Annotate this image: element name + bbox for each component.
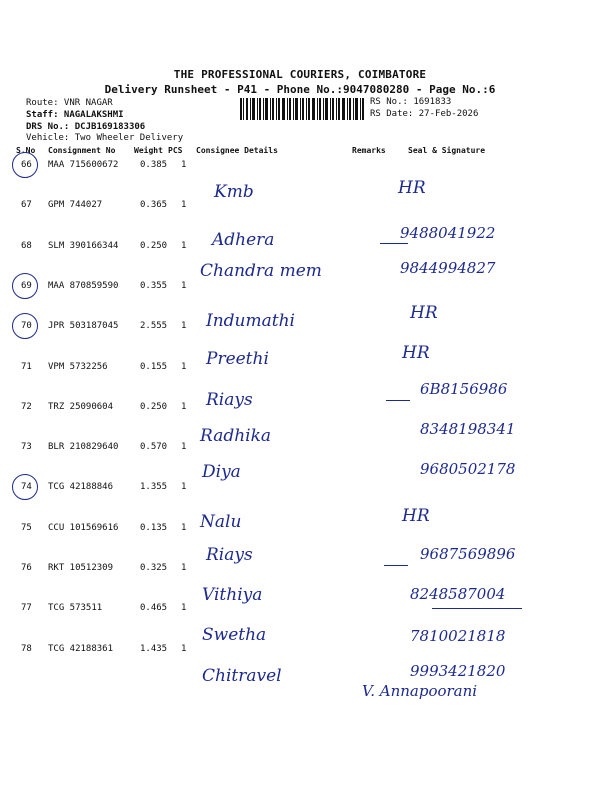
row-weight: 0.155 — [140, 361, 168, 372]
row-signature-handwritten: 8248587004 — [410, 585, 506, 603]
row-sno: 74 — [21, 482, 32, 493]
row-pcs: 1 — [181, 160, 187, 170]
row-consignment-no: MAA 715600672 — [48, 160, 119, 170]
row-consignment-no: TCG 42188846 — [48, 482, 114, 493]
row-sno: 77 — [21, 603, 32, 614]
row-signature-handwritten: HR — [402, 506, 430, 527]
col-sno: S.No — [16, 146, 36, 155]
row-consignee-handwritten: Riays — [206, 544, 253, 565]
col-seal-signature: Seal & Signature — [408, 146, 486, 155]
row-signature-handwritten: 6B8156986 — [420, 379, 508, 398]
row-signature-handwritten: 9488041922 — [400, 224, 496, 243]
row-consignee-handwritten: Riays — [206, 389, 253, 410]
row-consignee-handwritten: Chandra mem — [200, 260, 322, 281]
sno-circle-mark — [12, 313, 38, 339]
row-sno: 76 — [21, 563, 32, 573]
sno-circle-mark — [12, 474, 38, 500]
company-title: THE PROFESSIONAL COURIERS, COIMBATORE — [173, 68, 427, 81]
row-sno: 71 — [21, 361, 32, 372]
row-consignee-handwritten: Diya — [202, 462, 241, 483]
row-weight: 0.465 — [140, 603, 168, 614]
row-consignee-handwritten: Adhera — [212, 230, 275, 251]
pen-strike-mark — [380, 243, 408, 244]
handwritten-note: V. Annapoorani — [362, 682, 478, 700]
row-signature-handwritten: 9993421820 — [410, 661, 506, 680]
row-pcs: 1 — [181, 240, 187, 251]
row-weight: 0.135 — [140, 522, 168, 533]
row-consignment-no: BLR 210829640 — [48, 442, 119, 453]
row-pcs: 1 — [181, 522, 187, 533]
row-sno: 78 — [21, 643, 32, 654]
row-signature-handwritten: 8348198341 — [420, 419, 516, 438]
row-sno: 68 — [21, 240, 32, 251]
row-pcs: 1 — [181, 442, 187, 453]
row-signature-handwritten: 7810021818 — [410, 627, 506, 646]
col-consignee: Consignee Details — [196, 146, 278, 155]
row-consignee-handwritten: Swetha — [202, 625, 267, 646]
row-weight: 0.365 — [140, 200, 168, 211]
row-weight: 0.250 — [140, 240, 168, 251]
barcode — [240, 98, 364, 120]
row-sno: 70 — [21, 321, 32, 332]
row-weight: 1.435 — [140, 643, 168, 654]
row-consignment-no: TRZ 25090604 — [48, 401, 114, 412]
row-consignee-handwritten: Preethi — [206, 349, 269, 370]
row-consignment-no: JPR 503187045 — [48, 321, 119, 332]
row-consignment-no: RKT 10512309 — [48, 563, 114, 573]
rs-date: RS Date: 27-Feb-2026 — [370, 109, 479, 119]
row-pcs: 1 — [181, 401, 187, 412]
row-signature-handwritten: HR — [410, 302, 438, 323]
sno-circle-mark — [12, 273, 38, 299]
row-signature-handwritten: 9680502178 — [420, 460, 516, 479]
row-sno: 73 — [21, 442, 32, 453]
row-weight: 0.385 — [140, 160, 168, 170]
row-signature-handwritten: HR — [398, 178, 426, 198]
vehicle-label: Vehicle: Two Wheeler Delivery — [26, 133, 184, 143]
row-weight: 0.355 — [140, 280, 168, 291]
runsheet-title: Delivery Runsheet - P41 - Phone No.:9047080280 - Page No.:6 — [104, 83, 496, 96]
col-remarks: Remarks — [352, 146, 386, 155]
row-pcs: 1 — [181, 603, 187, 614]
row-sno: 75 — [21, 522, 32, 533]
col-pcs: PCS — [168, 146, 183, 155]
row-pcs: 1 — [181, 563, 187, 573]
row-consignee-handwritten: Indumathi — [206, 310, 295, 331]
row-sno: 69 — [21, 280, 32, 291]
rs-number: RS No.: 1691833 — [370, 97, 452, 107]
col-weight: Weight — [134, 146, 163, 155]
row-consignment-no: CCU 101569616 — [48, 522, 119, 533]
row-weight: 0.325 — [140, 563, 168, 573]
row-consignment-no: GPM 744027 — [48, 200, 103, 211]
row-pcs: 1 — [181, 482, 187, 493]
pen-strike-mark — [432, 608, 522, 609]
row-consignee-handwritten: Kmb — [214, 182, 254, 202]
row-consignee-handwritten: Chitravel — [202, 665, 282, 686]
sno-circle-mark — [12, 152, 38, 178]
row-consignment-no: SLM 390166344 — [48, 240, 119, 251]
row-sno: 72 — [21, 401, 32, 412]
row-consignment-no: MAA 870859590 — [48, 280, 119, 291]
row-signature-handwritten: 9844994827 — [400, 258, 496, 277]
row-pcs: 1 — [181, 280, 187, 291]
drs-label: DRS No.: DCJB169183306 — [26, 122, 146, 132]
row-consignment-no: TCG 42188361 — [48, 643, 114, 654]
staff-label: Staff: NAGALAKSHMI — [26, 110, 124, 120]
row-consignment-no: VPM 5732256 — [48, 361, 108, 372]
pen-strike-mark — [386, 400, 410, 401]
row-weight: 0.250 — [140, 401, 168, 412]
row-weight: 2.555 — [140, 321, 168, 332]
row-pcs: 1 — [181, 321, 187, 332]
row-signature-handwritten: HR — [402, 343, 430, 364]
row-pcs: 1 — [181, 200, 187, 211]
row-sno: 67 — [21, 200, 32, 211]
row-consignee-handwritten: Vithiya — [202, 585, 263, 605]
route-label: Route: VNR NAGAR — [26, 98, 113, 108]
row-consignee-handwritten: Nalu — [200, 512, 242, 533]
col-consignment: Consignment No — [48, 146, 116, 155]
row-sno: 66 — [21, 160, 32, 170]
row-pcs: 1 — [181, 361, 187, 372]
row-signature-handwritten: 9687569896 — [420, 544, 516, 563]
row-consignee-handwritten: Radhika — [200, 425, 272, 446]
pen-strike-mark — [384, 565, 408, 566]
row-pcs: 1 — [181, 643, 187, 654]
row-weight: 1.355 — [140, 482, 168, 493]
row-weight: 0.570 — [140, 442, 168, 453]
row-consignment-no: TCG 573511 — [48, 603, 103, 614]
